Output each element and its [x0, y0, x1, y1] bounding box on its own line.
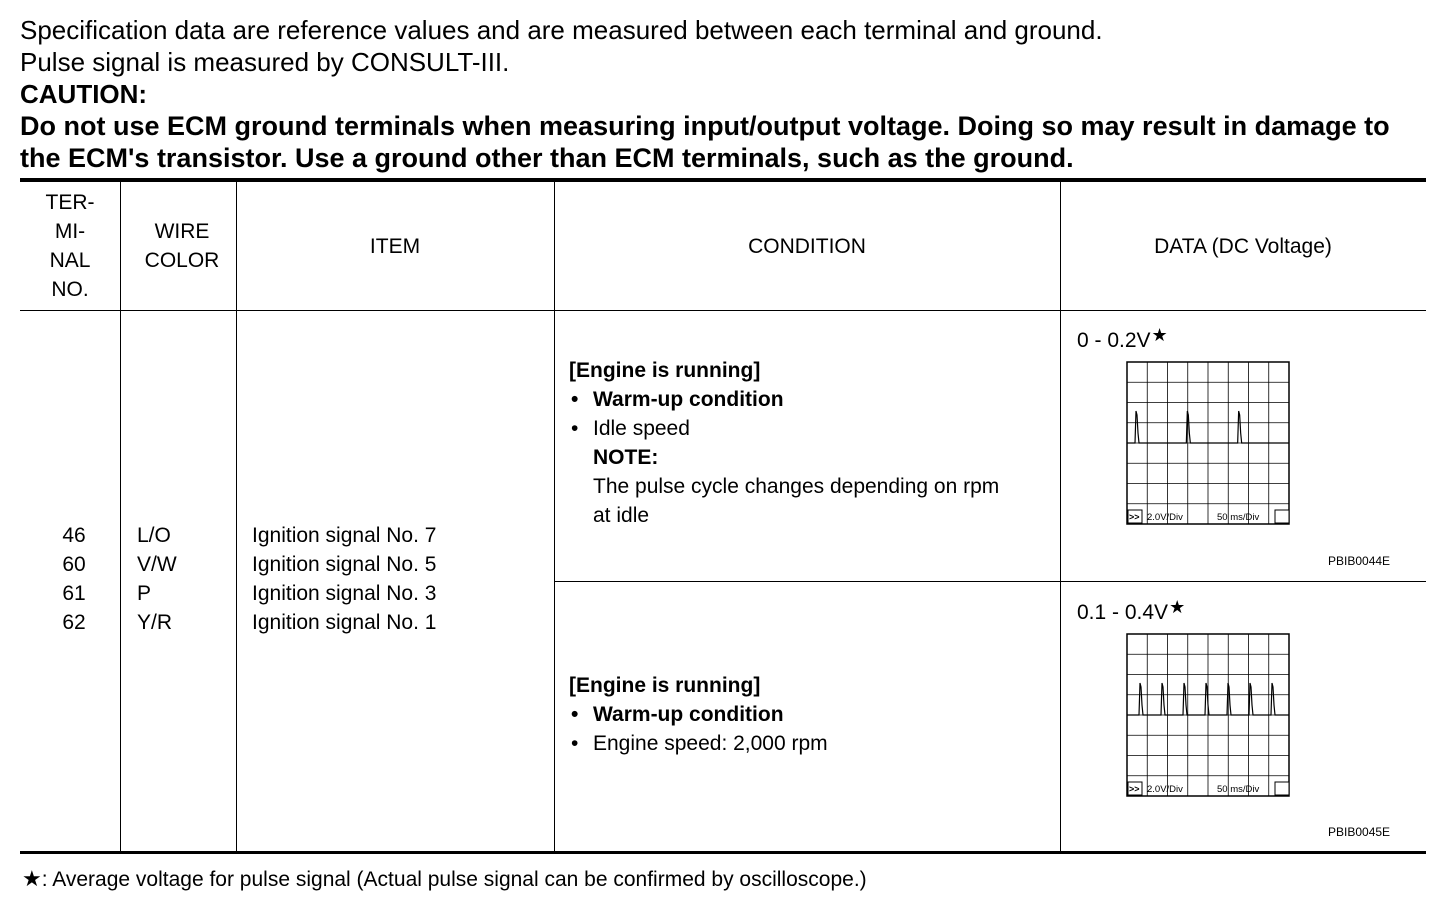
- scope-volt-div: 2.0V/Div: [1147, 784, 1183, 795]
- top-rule: [20, 178, 1426, 182]
- wire-colors: L/O V/W P Y/R: [137, 524, 177, 634]
- scope-time-div: 50 ms/Div: [1217, 784, 1260, 795]
- footnote: [22, 866, 867, 892]
- condition-idle: [Engine is running] • Warm-up condition • Idle speed NOTE: The pulse cycle changes depending on rpm at idle: [569, 356, 1059, 530]
- header-condition: CONDITION: [748, 234, 866, 258]
- caution-text: Do not use ECM ground terminals when measuring input/output voltage. Doing so may result in damage to the ECM's transistor. Use a ground other than ECM terminals, such as the ground.: [20, 111, 1390, 173]
- scope-arrow-label: >>: [1129, 512, 1140, 522]
- header-item: ITEM: [369, 234, 421, 258]
- item-list: Ignition signal No. 7 Ignition signal No. 5 Ignition signal No. 3 Ignition signal No. 1: [252, 524, 437, 634]
- scope-time-div: 50 ms/Div: [1217, 512, 1260, 523]
- bottom-rule: [20, 851, 1426, 854]
- terminal-numbers: 46 60 61 62: [62, 524, 86, 634]
- row-divider: [554, 581, 1426, 582]
- header-rule: [20, 310, 1426, 311]
- oscilloscope-idle: [1126, 361, 1292, 541]
- scope-end-box: [1275, 510, 1289, 523]
- oscilloscope-2000rpm: [1126, 633, 1292, 813]
- figure-code-2000rpm: PBIB0045E: [1328, 825, 1391, 839]
- scope-volt-div: 2.0V/Div: [1147, 512, 1183, 523]
- ecm-terminal-table: [20, 178, 1426, 854]
- star-icon: ★: [22, 866, 42, 891]
- intro-text: [20, 14, 1430, 174]
- header-terminal: TER- MI- NAL NO.: [45, 191, 95, 301]
- header-data: DATA (DC Voltage): [1154, 234, 1332, 258]
- scope-arrow-label: >>: [1129, 784, 1140, 794]
- spec-line: Specification data are reference values and are measured between each terminal and ground.: [20, 15, 1103, 45]
- data-value-idle: 0 - 0.2V★: [1077, 325, 1168, 352]
- header-wire-color: WIRE COLOR: [144, 220, 220, 272]
- condition-2000rpm: [Engine is running] • Warm-up condition • Engine speed: 2,000 rpm: [569, 671, 1059, 758]
- data-value-2000rpm: 0.1 - 0.4V★: [1077, 597, 1186, 624]
- footnote-text: : Average voltage for pulse signal (Actual pulse signal can be confirmed by oscilloscope.): [41, 868, 867, 891]
- scope-end-box: [1275, 782, 1289, 795]
- figure-code-idle: PBIB0044E: [1328, 554, 1391, 568]
- pulse-line: Pulse signal is measured by CONSULT-III.: [20, 47, 510, 77]
- caution-heading: CAUTION:: [20, 79, 148, 109]
